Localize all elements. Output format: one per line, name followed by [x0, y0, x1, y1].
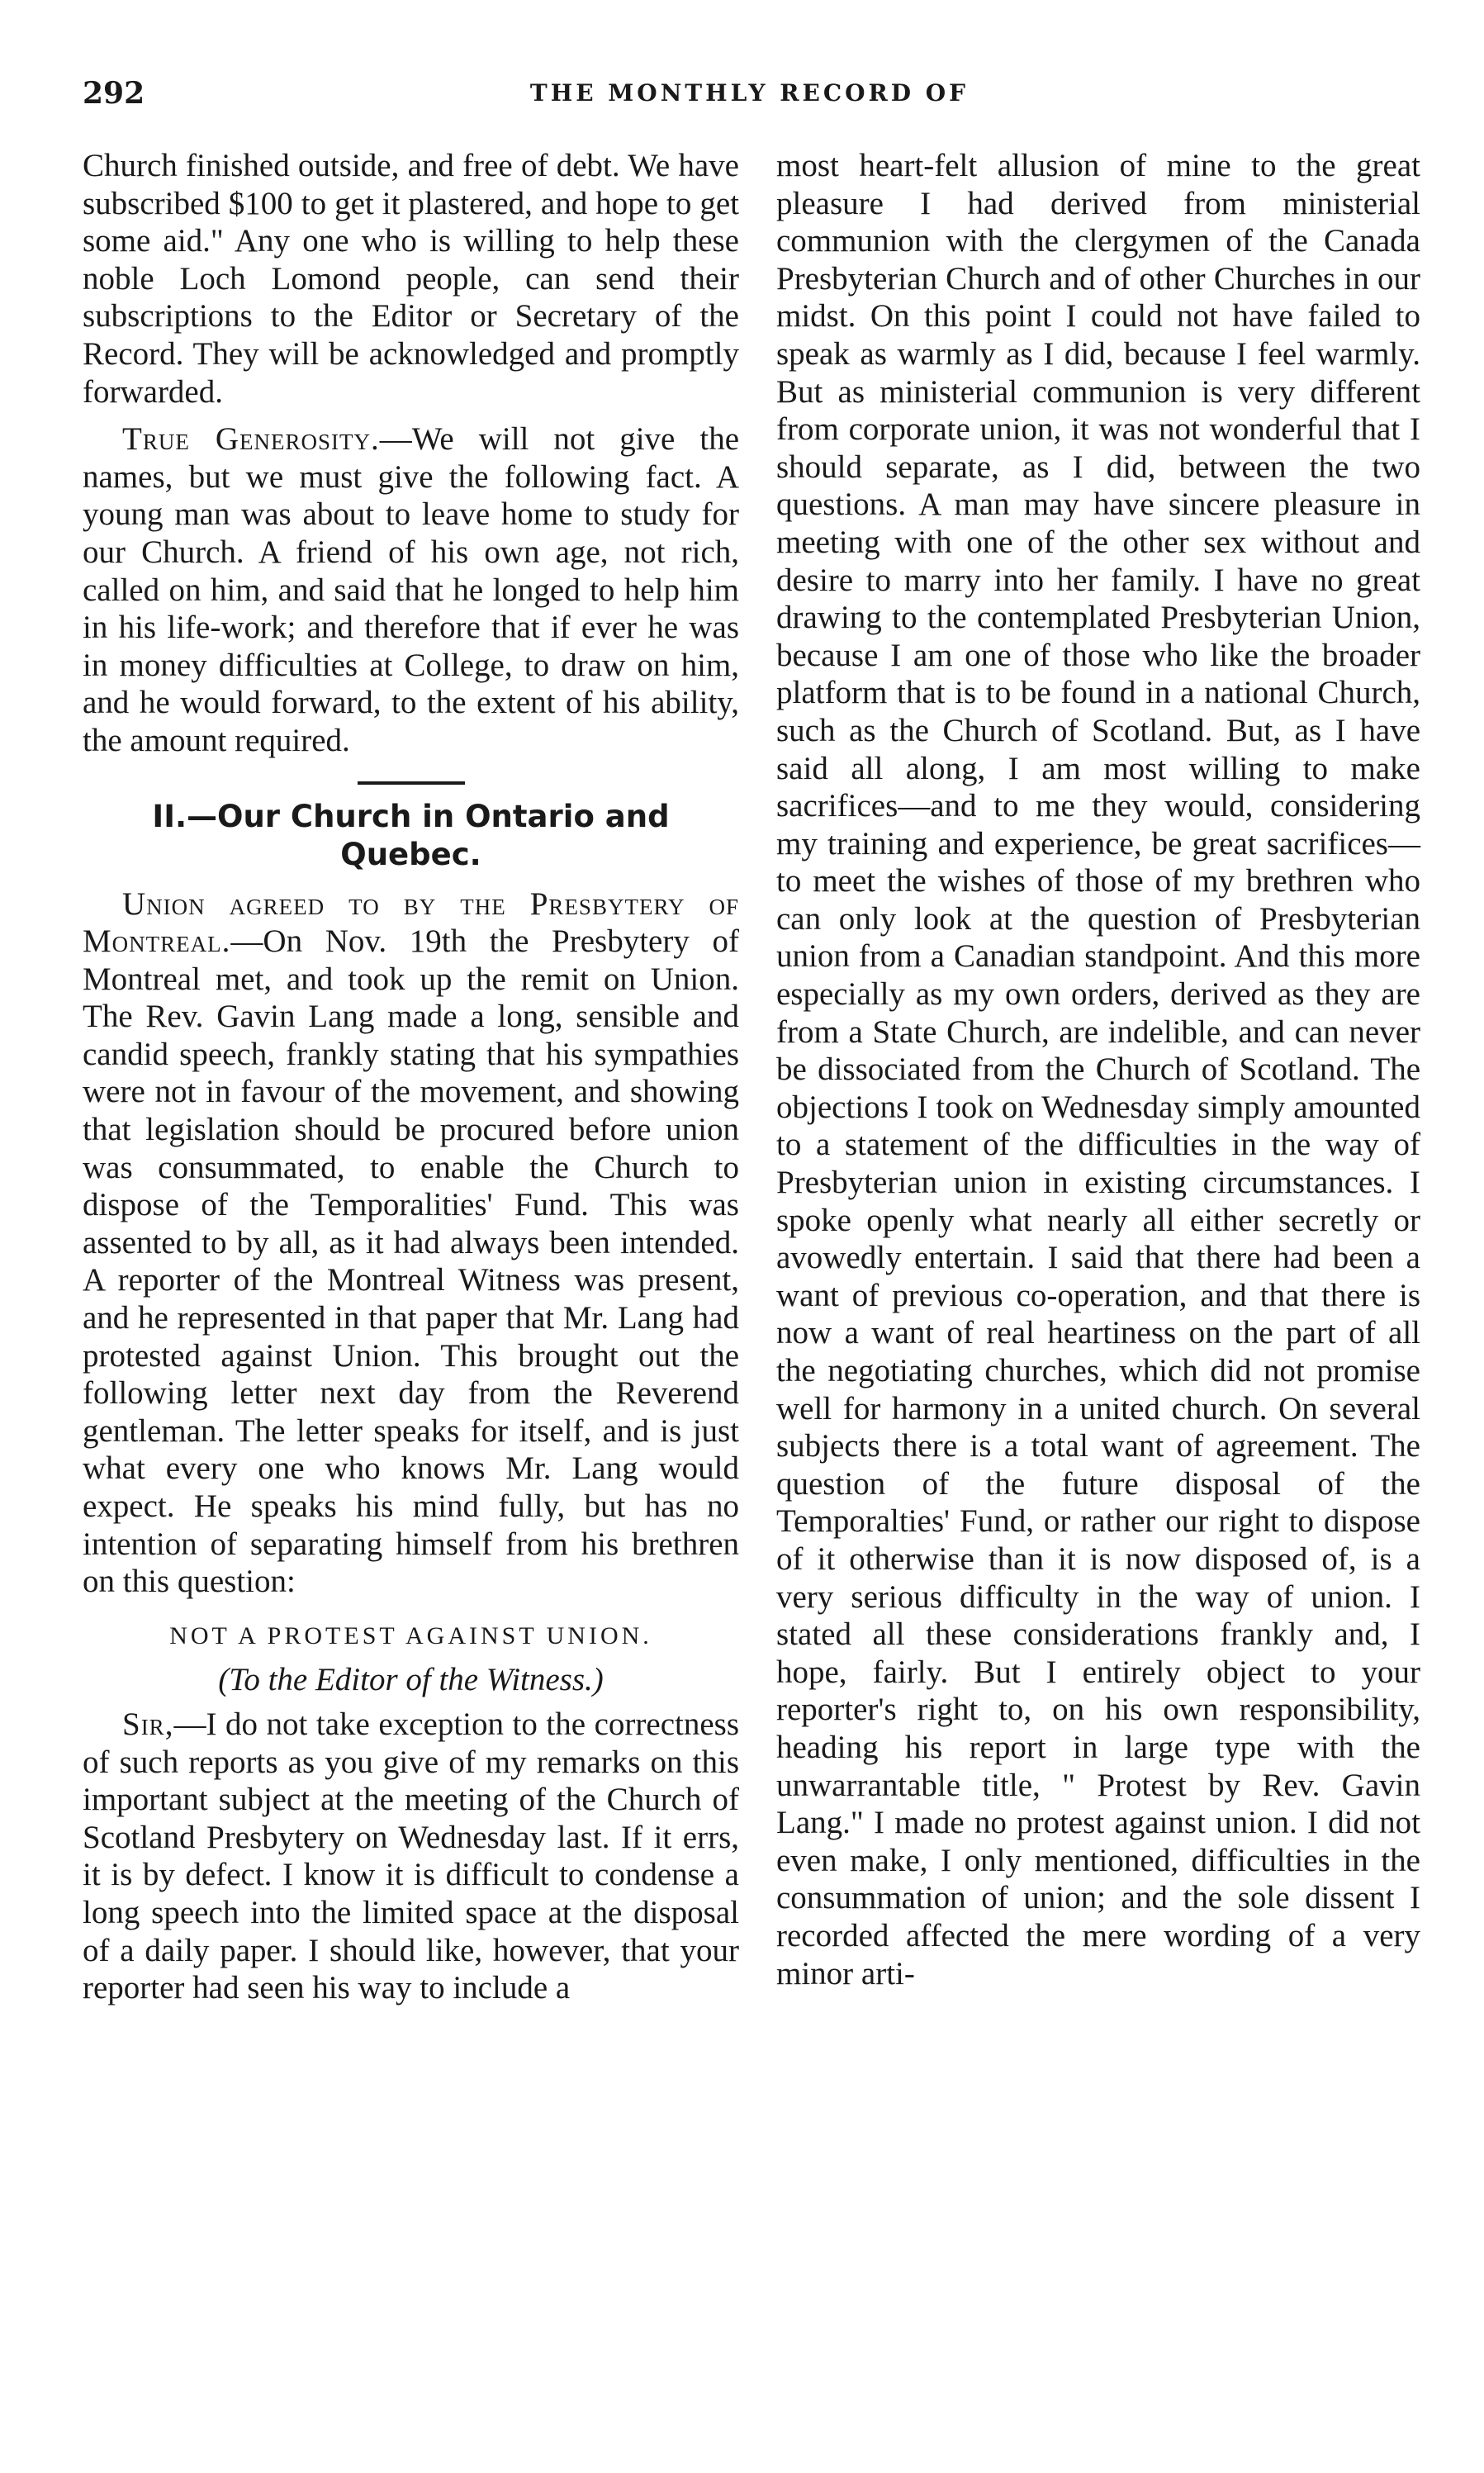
divider: [358, 781, 465, 785]
paragraph-body: —I do not take exception to the correctness of such reports as you give of my remarks on this important subject at the meeting of the Church of Scotland Presbytery on Wednesday last. If it errs, it is by defect. I know it is difficult to condense a long speech into the limited space at the disposal of a daily paper. I should like, however, that your reporter had seen his way to include a: [83, 1706, 739, 2006]
right-column: [776, 147, 1420, 1992]
running-title: THE MONTHLY RECORD OF: [529, 79, 970, 107]
paragraph: [83, 885, 739, 1601]
paragraph-body: —We will not give the names, but we must give the following fact. A young man was about to leave home to study for our Church. A friend of his own age, not rich, called on him, and said that he longed to help him in his life-work; and therefore that if ever he was in money difficulties at College, to draw on him, and he would forward, to the extent of his ability, the amount required.: [83, 421, 740, 758]
run-in-heading: True Generosity.: [122, 421, 380, 458]
paragraph: Church finished outside, and free of debt. We have subscribed $100 to get it plastered, and hope to get some aid." Any one who is willing to help these noble Loch Lomond people, can send their subscriptions to the Editor or Secretary of the Record. They will be acknowledged and promptly forwarded.: [83, 148, 739, 410]
page-number: 292: [83, 76, 145, 111]
letter-title: NOT A PROTEST AGAINST UNION.: [169, 1621, 652, 1649]
running-head: [83, 76, 1416, 117]
salutation: Sir,: [122, 1706, 174, 1742]
paragraph-body: —On Nov. 19th the Presbytery of Montreal met, and took up the remit on Union. The Rev. Gavin Lang made a long, sensible and candid speech, frankly stating that his sympathies were not in favour of the movement, and showing that legislation should be procured before union was consummated, to enable the Church to dispose of the Temporalities' Fund. This was assented to by all, as it had always been intended. A reporter of the Montreal Witness was present, and he represented in that paper that Mr. Lang had protested against Union. This brought out the following letter next day from the Reverend gentleman. The letter speaks for itself, and is just what every one who knows Mr. Lang would expect. He speaks his mind fully, but has no intention of separating himself from his brethren on this question:: [83, 923, 739, 1600]
paragraph: [83, 420, 739, 759]
paragraph: most heart-felt allusion of mine to the great pleasure I had derived from ministerial communion with the clergymen of the Canada Presbyterian Church and of other Churches in our midst. On this point I could not have failed to speak as warmly as I did, because I feel warmly. But as ministerial communion is very different from corporate union, it was not wonderful that I should separate, as I did, between the two questions. A man may have sincere pleasure in meeting with one of the other sex without and desire to marry into her family. I have no great drawing to the contemplated Presbyterian Union, because I am one of those who like the broader platform that is to be found in a national Church, such as the Church of Scotland. But, as I have said all along, I am most willing to make sacrifices—and to me they would, considering my training and experience, be great sacrifices—to meet the wishes of those of my brethren who can only look at the question of Presbyterian union from a Canadian standpoint. And this more especially as my own orders, derived as they are from a State Church, are indelible, and can never be dissociated from the Church of Scotland. The objections I took on Wednesday simply amounted to a statement of the difficulties in the way of Presbyterian union in existing circumstances. I spoke openly what nearly all either secretly or avowedly entertain. I said that there had been a want of previous co-operation, and that there is now a want of real heartiness on the part of all the negotiating churches, which did not promise well for harmony in a united church. On several subjects there is a total want of agreement. The question of the future disposal of the Temporalties' Fund, or rather our right to dispose of it otherwise than it is now disposed of, is a very serious difficulty in the way of union. I stated all these considerations frankly and, I hope, fairly. But I entirely object to your reporter's right to, on his own responsibility, heading his report in large type with the unwarrantable title, " Protest by Rev. Gavin Lang." I made no protest against union. I did not even make, I only mentioned, difficulties in the consummation of union; and the sole dissent I recorded affected the mere wording of a very minor arti-: [776, 148, 1420, 1991]
section-heading: II.—Our Church in Ontario and Quebec.: [152, 798, 670, 872]
letter-subtitle: (To the Editor of the Witness.): [218, 1662, 604, 1698]
left-column: [83, 147, 739, 2007]
run-in-heading: Union agreed to by the Presbytery of Montreal.: [83, 885, 739, 960]
paragraph: [83, 1706, 739, 2007]
